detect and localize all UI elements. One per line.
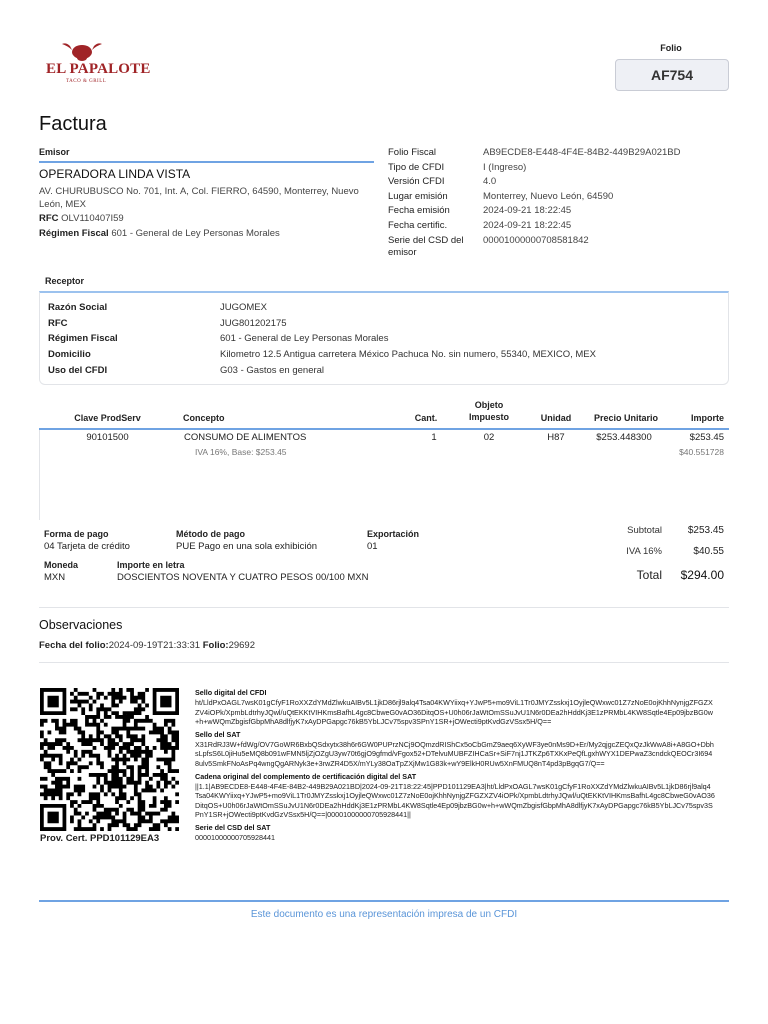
col-precio: Precio Unitario bbox=[593, 413, 658, 423]
fiscal-row bbox=[388, 219, 728, 234]
folio-value: AF754 bbox=[615, 59, 729, 91]
qr-caption: Prov. Cert. PPD101129EA3 bbox=[40, 833, 160, 844]
footer-divider bbox=[39, 900, 729, 902]
total-value: $294.00 bbox=[680, 568, 724, 582]
moneda-value: MXN bbox=[44, 572, 66, 583]
col-unidad: Unidad bbox=[540, 413, 572, 423]
receptor-key: Régimen Fiscal bbox=[48, 333, 118, 344]
forma-pago-value: 04 Tarjeta de crédito bbox=[44, 541, 130, 552]
subtotal-label: Subtotal bbox=[627, 525, 662, 536]
emisor-name: OPERADORA LINDA VISTA bbox=[39, 167, 191, 181]
receptor-row bbox=[48, 365, 324, 376]
folio-value-obs: 29692 bbox=[228, 640, 255, 651]
emisor-regimen-value: 601 - General de Ley Personas Morales bbox=[111, 228, 280, 239]
sello-cfdi-value: ht/LldPxOAGL7wsK01gCfyF1RoXXZdYMdZlwkuAIBv5L1jkD86rjl9alq4Tsa04KWYiixq+YJwP5+mo9ViL1Tr0JMYZsskxj1OyjleQWxwc01Z7zNoE0ojKhhNynjgZFGZXZV4iOPk/XpmbLdtrhyJQwl/uQtEKKtVIHKmsBafhL4gc8CbweG0vAO36DitqOS+U0h06rJaWtOmSSuJvU1N6r0DEa2hHddKj3E1zPRMbL4KW8Sqtle4Ep09jbzBG0w+h+wWQmZbgisfGbpMhA8dlfjyK7xAyDPGapgc76kB5YbLJCv75spv3SPnY1SR+jOWecti9ptKvdGzVSsx5H/Q== bbox=[195, 698, 713, 727]
receptor-key: Uso del CFDI bbox=[48, 365, 108, 376]
page-title: Factura bbox=[39, 113, 107, 135]
item-unidad: H87 bbox=[547, 432, 565, 443]
item-precio: $253.448300 bbox=[596, 432, 652, 443]
cadena-original-value: ||1.1|AB9ECDE8-E448-4F4E-84B2-449B29A021BD|2024-09-21T18:22:45|PPD101129EA3|ht/LldPxOAGL7wsK01gCfyF1RoXXZdYMdZlwkuAIBv5L1jkD86rjl9alq4Tsa04KWYiixq+YJwP5+mo9ViL1Tr0JMYZsskxj1OyjleQWxwc01Z7zNoE0ojKhhNynjgZFGZXZV4iOPk/XpmbLdtrhyJQwl/uQtEKKtVIHKmsBafhL4gc8CbweG0vAO36DitqOS+U0h06rJaWtOmSSuJvU1N6r0DEa2hHddKj3E1zPRMbL4KW8Sqtle4Ep09jbzBG0w+h+wWQmZbgisfGbpMhA8dlfjyK7xAyDPGapgc76kB5YbLJCv75spv3SPnY1SR+jOWecti9ptKvdGzVSsx5H/Q==|00001000000705928441|| bbox=[195, 781, 715, 820]
importe-letra-value: DOSCIENTOS NOVENTA Y CUATRO PESOS 00/100 MXN bbox=[117, 572, 369, 583]
cadena-original-label: Cadena original del complemento de certificación digital del SAT bbox=[195, 771, 417, 781]
moneda-label: Moneda bbox=[44, 560, 79, 570]
receptor-key: RFC bbox=[48, 318, 68, 329]
fiscal-row bbox=[388, 146, 728, 161]
fiscal-row bbox=[388, 235, 728, 260]
company-logo bbox=[40, 40, 151, 90]
logo-sub: TACO & GRILL bbox=[66, 79, 107, 84]
receptor-box bbox=[39, 291, 729, 385]
emisor-label: Emisor bbox=[39, 147, 70, 157]
col-cant: Cant. bbox=[414, 413, 438, 423]
metodo-pago-value: PUE Pago en una sola exhibición bbox=[176, 541, 318, 552]
logo-name: EL PAPALOTE bbox=[46, 61, 151, 77]
fiscal-value: 00001000000708581842 bbox=[483, 234, 589, 246]
fiscal-row bbox=[388, 175, 728, 190]
col-clave: Clave ProdServ bbox=[74, 413, 141, 423]
receptor-label: Receptor bbox=[45, 276, 85, 286]
receptor-value: 601 - General de Ley Personas Morales bbox=[220, 333, 389, 344]
fiscal-key: Fecha certific. bbox=[388, 219, 448, 231]
items-border bbox=[39, 430, 40, 520]
folio-label: Folio bbox=[660, 43, 682, 53]
emisor-rfc bbox=[39, 213, 124, 224]
emisor-rfc-label: RFC bbox=[39, 213, 59, 224]
item-importe: $253.45 bbox=[689, 432, 724, 443]
col-importe: Importe bbox=[690, 413, 724, 423]
fiscal-key: Versión CFDI bbox=[388, 176, 445, 188]
fiscal-key: Lugar emisión bbox=[388, 190, 448, 202]
col-objeto-line2: Impuesto bbox=[468, 412, 509, 422]
iva-label: IVA 16% bbox=[626, 546, 662, 557]
emisor-address: AV. CHURUBUSCO No. 701, Int. A, Col. FIERRO, 64590, Monterrey, Nuevo León, MEX bbox=[39, 186, 359, 210]
sello-block bbox=[195, 688, 715, 843]
importe-letra-label: Importe en letra bbox=[117, 560, 185, 570]
emisor-regimen bbox=[39, 228, 280, 239]
item-cant: 1 bbox=[431, 432, 437, 443]
forma-pago-label: Forma de pago bbox=[44, 529, 109, 539]
emisor-rfc-value: OLV110407I59 bbox=[61, 213, 124, 224]
qr-code bbox=[40, 688, 179, 831]
fiscal-key: Serie del CSD del emisor bbox=[388, 234, 464, 259]
metodo-pago-label: Método de pago bbox=[176, 529, 245, 539]
exportacion-label: Exportación bbox=[367, 529, 420, 539]
fiscal-value: I (Ingreso) bbox=[483, 161, 527, 173]
receptor-value: Kilometro 12.5 Antigua carretera México Pachuca No. sin numero, 55340, MEXICO, MEX bbox=[220, 349, 596, 360]
fiscal-value: AB9ECDE8-E448-4F4E-84B2-449B29A021BD bbox=[483, 147, 681, 158]
exportacion-value: 01 bbox=[367, 541, 378, 552]
observaciones-text bbox=[39, 640, 255, 651]
receptor-key: Razón Social bbox=[48, 302, 108, 313]
sello-sat-label: Sello del SAT bbox=[195, 729, 241, 739]
receptor-value: JUGOMEX bbox=[220, 302, 267, 313]
receptor-row bbox=[48, 333, 388, 344]
serie-csd-sat-value: 00001000000705928441 bbox=[195, 832, 275, 842]
serie-csd-sat-label: Serie del CSD del SAT bbox=[195, 822, 271, 832]
fiscal-value: Monterrey, Nuevo León, 64590 bbox=[483, 190, 614, 202]
col-objeto bbox=[460, 399, 518, 423]
section-divider bbox=[39, 607, 729, 608]
receptor-value: JUG801202175 bbox=[220, 318, 287, 329]
fiscal-key: Tipo de CFDI bbox=[388, 161, 445, 173]
fiscal-key: Folio Fiscal bbox=[388, 147, 437, 158]
receptor-value: G03 - Gastos en general bbox=[220, 365, 325, 376]
receptor-row bbox=[48, 318, 287, 329]
items-divider bbox=[39, 428, 729, 430]
col-objeto-line1: Objeto bbox=[474, 400, 504, 410]
fecha-folio-label: Fecha del folio: bbox=[39, 640, 109, 651]
sello-sat-value: X31RdRJ3W+fdWg/OV7GoWR6BxbQSdxytx38h6r6GW0PUPrzNCj9OQmzdRIShCx5oCbGmZ9aeq6XyWF3ye0nMs9D+Er/My2qjgcZEQxQzJkWwA8i+A8GO+DbhsLpfsS6L0jiHu5eMQ8b091wFMN5ljZjOZgU3yw70t6gjO9gfmd/vFgox52+DTelvuMUBFZIHCaSr+SiF7nj1JTKZp6TXKxPeQfLgxhWYX1DEPwaZ3cndckQEOCr3I6948ulv5SmkFNoAsPq4wngQgARNyk3e+3rwZR4D5X/mYLy38OaTpZXjMw1G83k+wY9ElkH0RUw5XnFMUQ8nT4pd3pBgqG7/Q== bbox=[195, 739, 714, 768]
footer-note: Este documento es una representación impresa de un CFDI bbox=[250, 909, 518, 920]
receptor-row bbox=[48, 349, 596, 360]
emisor-divider bbox=[39, 161, 374, 163]
fiscal-value: 2024-09-21 18:22:45 bbox=[483, 219, 572, 231]
fiscal-value: 4.0 bbox=[483, 176, 497, 188]
sello-cfdi-label: Sello digital del CFDI bbox=[195, 688, 267, 697]
item-objeto: 02 bbox=[483, 432, 495, 443]
item-detalle: IVA 16%, Base: $253.45 bbox=[195, 447, 287, 457]
fiscal-key: Fecha emisión bbox=[388, 205, 450, 217]
emisor-regimen-label: Régimen Fiscal bbox=[39, 228, 109, 239]
section-divider bbox=[39, 662, 729, 663]
fecha-folio-value: 2024-09-19T21:33:31 bbox=[108, 640, 201, 651]
col-concepto: Concepto bbox=[183, 413, 225, 423]
fiscal-info bbox=[388, 146, 728, 260]
fiscal-row bbox=[388, 161, 728, 176]
qr-modules bbox=[40, 688, 179, 831]
fiscal-row bbox=[388, 190, 728, 205]
item-clave: 90101500 bbox=[86, 432, 129, 443]
folio-label-obs: Folio: bbox=[202, 640, 229, 651]
fiscal-row bbox=[388, 204, 728, 219]
total-label: Total bbox=[636, 568, 662, 582]
fiscal-value: 2024-09-21 18:22:45 bbox=[483, 205, 572, 217]
subtotal-value: $253.45 bbox=[687, 525, 724, 536]
observaciones-title: Observaciones bbox=[39, 618, 123, 632]
iva-value: $40.55 bbox=[693, 546, 724, 557]
receptor-key: Domicilio bbox=[48, 349, 91, 360]
item-concepto: CONSUMO DE ALIMENTOS bbox=[184, 432, 307, 443]
item-importe-iva: $40.551728 bbox=[679, 447, 724, 457]
receptor-row bbox=[48, 302, 267, 313]
